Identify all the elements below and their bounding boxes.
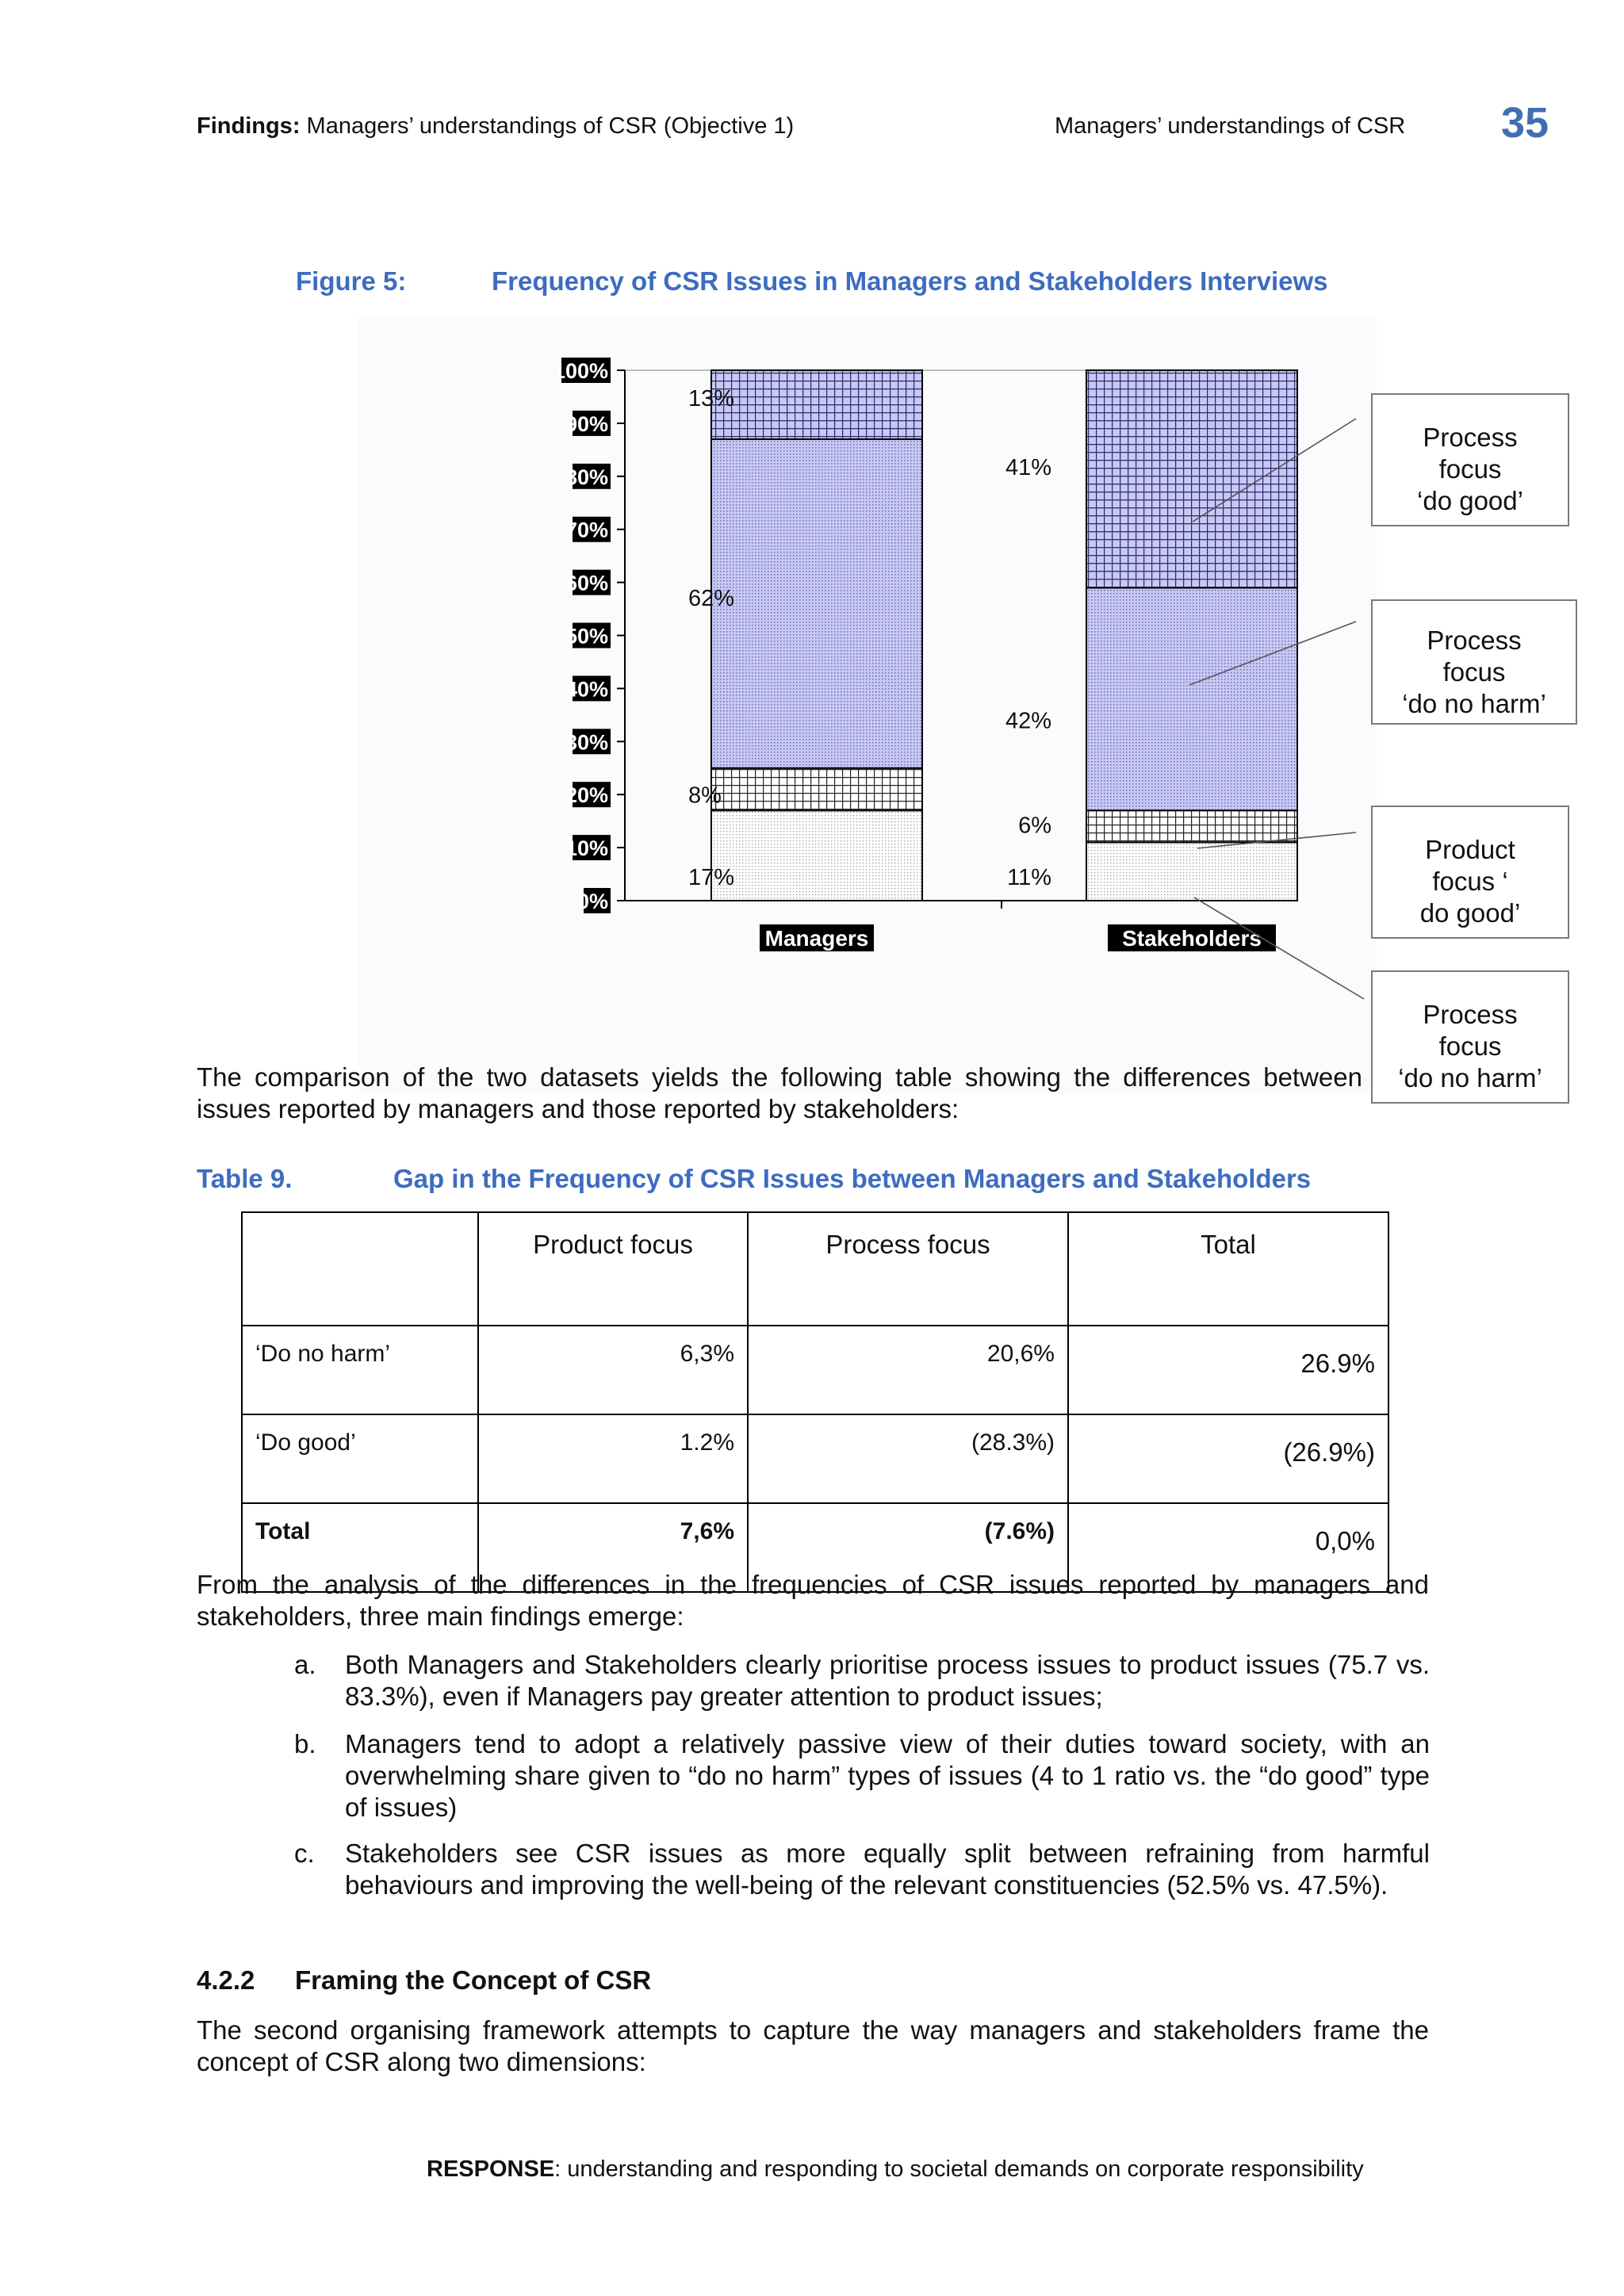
product-cell: 1.2%	[478, 1414, 748, 1503]
callout-line: focus	[1438, 1031, 1502, 1061]
y-tick-label: 60%	[565, 571, 608, 595]
product-cell: 7,6%	[478, 1503, 748, 1592]
y-tick-label: 10%	[565, 836, 608, 861]
bar-segment	[1086, 587, 1297, 810]
data-label: 11%	[1007, 865, 1051, 890]
bar-segment	[1086, 810, 1297, 842]
footer-text: : understanding and responding to societal demands on corporate responsibility	[554, 2156, 1364, 2182]
section-title: Framing the Concept of CSR	[295, 1965, 652, 1995]
row-label: ‘Do good’	[242, 1414, 478, 1503]
y-tick-label: 70%	[565, 518, 608, 542]
process-cell: (7.6%)	[748, 1503, 1068, 1592]
table-row	[242, 1326, 1388, 1414]
table-header-cell: Total	[1068, 1212, 1388, 1326]
bar-segment	[1086, 370, 1297, 587]
intro-paragraph: The comparison of the two datasets yields the following table showing the differences between issues reported by managers and those reported by stakeholders:	[197, 1062, 1362, 1123]
list-marker: b.	[294, 1729, 316, 1758]
data-label: 62%	[688, 585, 735, 611]
data-label: 6%	[1018, 813, 1051, 839]
data-label: 41%	[1005, 455, 1051, 480]
bar-segment	[711, 768, 922, 811]
list-text: Stakeholders see CSR issues as more equally split between refraining from harmful behaviours and improving the well-being of the relevant constituencies (52.5% vs. 47.5%).	[345, 1839, 1430, 1900]
header-section-label: Findings:	[197, 113, 301, 139]
data-label: 8%	[688, 783, 722, 809]
section-number: 4.2.2	[197, 1965, 255, 1995]
callout-product-do-good	[1371, 806, 1569, 939]
process-cell: (28.3%)	[748, 1414, 1068, 1503]
callout-line: Process	[1427, 626, 1522, 655]
total-cell: 0,0%	[1068, 1503, 1388, 1592]
running-header-right: Managers’ understandings of CSR	[1055, 113, 1406, 139]
callout-line: ‘do no harm’	[1402, 689, 1546, 718]
page-number: 35	[1501, 99, 1549, 147]
x-tick-label: Managers	[764, 926, 869, 951]
callout-line: focus	[1442, 657, 1506, 687]
table-title: Gap in the Frequency of CSR Issues between Managers and Stakeholders	[393, 1164, 1312, 1193]
section-paragraph: The second organising framework attempts to capture the way managers and stakeholders frame the concept of CSR along two dimensions:	[197, 2015, 1429, 2076]
bar-segment	[711, 810, 922, 901]
total-cell: (26.9%)	[1068, 1414, 1388, 1503]
callout-line: focus ‘	[1432, 867, 1508, 896]
y-tick-label: 90%	[565, 411, 608, 436]
table-header-cell: Process focus	[748, 1212, 1068, 1326]
callout-line: Process	[1423, 1000, 1518, 1029]
product-cell: 6,3%	[478, 1326, 748, 1414]
list-marker: a.	[294, 1650, 316, 1679]
callout-line: Process	[1423, 423, 1518, 452]
data-label: 17%	[688, 865, 735, 890]
total-cell: 26.9%	[1068, 1326, 1388, 1414]
row-label: ‘Do no harm’	[242, 1326, 478, 1414]
bar-segment	[711, 439, 922, 768]
header-section-text: Managers’ understandings of CSR (Objective 1)	[300, 113, 795, 139]
callout-line: focus	[1438, 454, 1502, 484]
callout-line: do good’	[1419, 898, 1521, 928]
findings-paragraph: From the analysis of the differences in the frequencies of CSR issues reported by managers and stakeholders, three main findings emerge:	[197, 1570, 1429, 1631]
callout-line: Product	[1425, 835, 1515, 864]
list-marker: c.	[294, 1839, 315, 1868]
y-tick-label: 30%	[565, 730, 608, 755]
y-tick-label: 80%	[565, 465, 608, 489]
callout-process-do-no-harm-2	[1371, 970, 1569, 1104]
table-row	[242, 1414, 1388, 1503]
table-header-cell: Product focus	[478, 1212, 748, 1326]
footer-bold: RESPONSE	[427, 2156, 555, 2182]
running-header-left	[197, 113, 794, 140]
gap-table	[241, 1211, 1389, 1593]
bar-segment	[711, 370, 922, 439]
row-label: Total	[242, 1503, 478, 1592]
list-text: Both Managers and Stakeholders clearly prioritise process issues to product issues (75.7 vs. 83.3%), even if Managers pay greater attention to product issues;	[345, 1650, 1430, 1711]
y-tick-label: 0%	[576, 890, 608, 913]
figure-label: Figure 5:	[296, 266, 407, 296]
chart-panel	[358, 317, 1377, 1094]
callout-process-do-no-harm	[1371, 599, 1577, 725]
y-tick-label: 50%	[565, 624, 608, 649]
y-tick-label: 100%	[553, 359, 608, 383]
stacked-bar-chart	[358, 317, 1377, 1094]
callout-line: ‘do good’	[1417, 486, 1523, 515]
page-footer	[427, 2156, 1364, 2183]
data-label: 13%	[688, 386, 735, 411]
callout-process-do-good	[1371, 393, 1569, 526]
x-tick-label: Stakeholders	[1122, 926, 1262, 951]
table-header-row	[242, 1212, 1388, 1326]
figure-title: Frequency of CSR Issues in Managers and Stakeholders Interviews	[492, 266, 1328, 296]
bar-segment	[1086, 842, 1297, 901]
callout-line: ‘do no harm’	[1398, 1063, 1542, 1093]
y-tick-label: 40%	[565, 677, 608, 702]
y-tick-label: 20%	[565, 783, 608, 808]
process-cell: 20,6%	[748, 1326, 1068, 1414]
list-text: Managers tend to adopt a relatively passive view of their duties toward society, with an overwhelming share given to “do no harm” types of issues (4 to 1 ratio vs. the “do good” type of issues)	[345, 1729, 1430, 1822]
table-label: Table 9.	[197, 1164, 293, 1193]
table-header-cell	[242, 1212, 478, 1326]
data-label: 42%	[1005, 708, 1051, 734]
